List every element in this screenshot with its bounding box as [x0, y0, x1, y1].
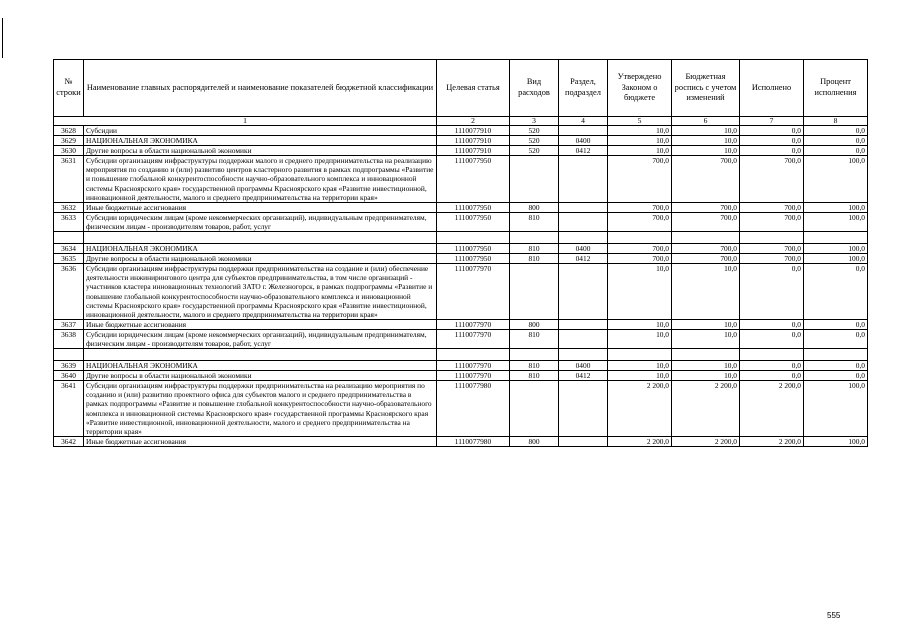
row-target-article: 1110077910	[437, 146, 510, 156]
row-number: 3631	[54, 156, 84, 202]
row-percent: 0,0	[804, 136, 868, 146]
row-expense-type: 810	[510, 254, 559, 264]
column-number: 8	[804, 117, 868, 126]
table-row	[54, 436, 868, 446]
row-section	[559, 319, 608, 329]
row-target-article: 1110077950	[437, 254, 510, 264]
row-expense-type: 800	[510, 319, 559, 329]
row-name: Иные бюджетные ассигнования	[84, 202, 437, 212]
row-name: Субсидии организациям инфраструктуры поддержки предпринимательства на создание и (или) обеспечение деятельности инжинирингового центра для субъектов предпринимательства, в том числе организаций - участников кластера инновационных технологий ЗАТО г. Железногорск, в рамках подпрограммы «Развитие и повышение глобальной конкурентоспособности научно-образовательного комплекса и инновационной системы Красноярского края» государственной программы Красноярского края «Развитие инвестиционной, инновационной деятельности, малого и среднего предпринимательства на территории края»	[84, 264, 437, 320]
row-number: 3629	[54, 136, 84, 146]
row-target-article: 1110077910	[437, 136, 510, 146]
row-executed: 0,0	[740, 126, 804, 136]
row-approved: 10,0	[608, 264, 672, 320]
row-section: 0400	[559, 136, 608, 146]
column-number: 7	[740, 117, 804, 126]
column-header-approved: Утверждено Законом о бюджете	[608, 60, 672, 117]
row-name: Иные бюджетные ассигнования	[84, 319, 437, 329]
row-expense-type	[510, 381, 559, 437]
table-row	[54, 202, 868, 212]
column-header-row-number: № строки	[54, 60, 84, 117]
row-percent: 100,0	[804, 436, 868, 446]
row-budget-list: 10,0	[672, 136, 740, 146]
page-number: 555	[827, 611, 841, 620]
row-section	[559, 381, 608, 437]
row-budget-list: 700,0	[672, 212, 740, 231]
row-budget-list: 10,0	[672, 319, 740, 329]
row-percent: 100,0	[804, 212, 868, 231]
row-section	[559, 264, 608, 320]
row-target-article: 1110077910	[437, 126, 510, 136]
row-budget-list: 10,0	[672, 264, 740, 320]
row-budget-list: 700,0	[672, 244, 740, 254]
row-number: 3636	[54, 264, 84, 320]
row-percent: 0,0	[804, 361, 868, 371]
row-expense-type: 810	[510, 361, 559, 371]
row-expense-type: 800	[510, 436, 559, 446]
row-number: 3642	[54, 436, 84, 446]
row-name: Субсидии юридическим лицам (кроме некоммерческих организаций), индивидуальным предпринимателям, физическим лицам - производителям товаров, работ, услуг	[84, 212, 437, 231]
row-approved: 700,0	[608, 156, 672, 202]
row-executed: 2 200,0	[740, 436, 804, 446]
column-header-percent: Процент исполнения	[804, 60, 868, 117]
row-budget-list: 2 200,0	[672, 436, 740, 446]
row-section: 0412	[559, 254, 608, 264]
row-approved: 10,0	[608, 136, 672, 146]
row-percent: 0,0	[804, 371, 868, 381]
row-number: 3632	[54, 202, 84, 212]
row-number: 3634	[54, 244, 84, 254]
scan-margin-line	[2, 18, 3, 58]
row-name: Субсидии организациям инфраструктуры поддержки малого и среднего предпринимательства на реализацию мероприятия по созданию и (или) развитию центров кластерного развития в рамках подпрограммы «Развитие и повышение глобальной конкурентоспособности научно-образовательного комплекса и инновационной системы Красноярского края» государственной программы Красноярского края «Развитие инвестиционной, инновационной деятельности, малого и среднего предпринимательства на территории края»	[84, 156, 437, 202]
column-header-section: Раздел, подраздел	[559, 60, 608, 117]
row-number: 3628	[54, 126, 84, 136]
row-target-article: 1110077970	[437, 264, 510, 320]
row-target-article: 1110077950	[437, 202, 510, 212]
table-row	[54, 254, 868, 264]
row-name: Другие вопросы в области национальной экономики	[84, 254, 437, 264]
column-number-row	[54, 117, 868, 126]
row-executed: 0,0	[740, 136, 804, 146]
row-target-article: 1110077970	[437, 371, 510, 381]
row-expense-type: 810	[510, 212, 559, 231]
row-executed: 700,0	[740, 156, 804, 202]
row-name: Субсидии организациям инфраструктуры поддержки предпринимательства на реализацию мероприятия по созданию и (или) развитию проектного офиса для субъектов малого и среднего предпринимательства в рамках подпрограммы «Развитие и повышение глобальной конкурентоспособности научно-образовательного комплекса и инновационной системы Красноярского края» государственной программы Красноярского края «Развитие инвестиционной, инновационной деятельности, малого и среднего предпринимательства на территории края»	[84, 381, 437, 437]
row-percent: 100,0	[804, 156, 868, 202]
table-row	[54, 381, 868, 437]
budget-execution-table	[53, 59, 868, 447]
row-expense-type: 810	[510, 371, 559, 381]
row-percent: 100,0	[804, 244, 868, 254]
row-section: 0400	[559, 361, 608, 371]
row-expense-type: 810	[510, 244, 559, 254]
row-name: НАЦИОНАЛЬНАЯ ЭКОНОМИКА	[84, 136, 437, 146]
row-percent: 100,0	[804, 254, 868, 264]
row-number: 3635	[54, 254, 84, 264]
table-row	[54, 136, 868, 146]
row-section	[559, 202, 608, 212]
row-approved: 10,0	[608, 319, 672, 329]
row-number: 3630	[54, 146, 84, 156]
row-budget-list: 700,0	[672, 202, 740, 212]
row-executed: 0,0	[740, 361, 804, 371]
row-target-article: 1110077980	[437, 381, 510, 437]
row-name: НАЦИОНАЛЬНАЯ ЭКОНОМИКА	[84, 244, 437, 254]
row-target-article: 1110077970	[437, 319, 510, 329]
row-section: 0412	[559, 371, 608, 381]
header-row	[54, 60, 868, 117]
row-executed: 700,0	[740, 244, 804, 254]
row-percent: 0,0	[804, 329, 868, 348]
row-target-article: 1110077970	[437, 329, 510, 348]
row-approved: 10,0	[608, 146, 672, 156]
row-expense-type	[510, 264, 559, 320]
table-row	[54, 126, 868, 136]
table-row	[54, 361, 868, 371]
row-number: 3633	[54, 212, 84, 231]
row-percent: 0,0	[804, 319, 868, 329]
row-section: 0412	[559, 146, 608, 156]
row-percent: 0,0	[804, 146, 868, 156]
column-number: 6	[672, 117, 740, 126]
row-approved: 10,0	[608, 126, 672, 136]
row-section: 0400	[559, 244, 608, 254]
row-executed: 0,0	[740, 264, 804, 320]
column-number: 1	[54, 117, 437, 126]
row-percent: 100,0	[804, 202, 868, 212]
column-number: 2	[437, 117, 510, 126]
row-percent: 0,0	[804, 264, 868, 320]
row-approved: 10,0	[608, 361, 672, 371]
row-target-article: 1110077980	[437, 436, 510, 446]
row-percent: 0,0	[804, 126, 868, 136]
row-section	[559, 156, 608, 202]
row-executed: 700,0	[740, 202, 804, 212]
row-name: Субсидии	[84, 126, 437, 136]
column-number: 3	[510, 117, 559, 126]
table-row	[54, 244, 868, 254]
spacer-row	[54, 349, 868, 361]
column-number: 4	[559, 117, 608, 126]
column-number: 5	[608, 117, 672, 126]
row-approved: 700,0	[608, 212, 672, 231]
row-name: НАЦИОНАЛЬНАЯ ЭКОНОМИКА	[84, 361, 437, 371]
table-row	[54, 212, 868, 231]
row-approved: 2 200,0	[608, 436, 672, 446]
row-number: 3641	[54, 381, 84, 437]
row-executed: 2 200,0	[740, 381, 804, 437]
row-budget-list: 10,0	[672, 146, 740, 156]
row-expense-type	[510, 156, 559, 202]
row-budget-list: 10,0	[672, 371, 740, 381]
row-expense-type: 520	[510, 126, 559, 136]
row-expense-type: 520	[510, 136, 559, 146]
row-budget-list: 10,0	[672, 329, 740, 348]
row-budget-list: 700,0	[672, 254, 740, 264]
row-number: 3640	[54, 371, 84, 381]
row-budget-list: 10,0	[672, 361, 740, 371]
table-row	[54, 146, 868, 156]
row-expense-type: 800	[510, 202, 559, 212]
column-header-name: Наименование главных распорядителей и наименование показателей бюджетной классификации	[84, 60, 437, 117]
column-header-expense-type: Вид расходов	[510, 60, 559, 117]
row-executed: 700,0	[740, 254, 804, 264]
row-percent: 100,0	[804, 381, 868, 437]
row-budget-list: 700,0	[672, 156, 740, 202]
row-name: Другие вопросы в области национальной экономики	[84, 146, 437, 156]
column-header-executed: Исполнено	[740, 60, 804, 117]
column-header-budget-list: Бюджетная роспись с учетом изменений	[672, 60, 740, 117]
row-approved: 700,0	[608, 254, 672, 264]
row-section	[559, 436, 608, 446]
table-row	[54, 371, 868, 381]
row-approved: 700,0	[608, 244, 672, 254]
row-name: Другие вопросы в области национальной экономики	[84, 371, 437, 381]
row-name: Субсидии юридическим лицам (кроме некоммерческих организаций), индивидуальным предпринимателям, физическим лицам - производителям товаров, работ, услуг	[84, 329, 437, 348]
column-header-target-article: Целевая статья	[437, 60, 510, 117]
table-row	[54, 329, 868, 348]
row-number: 3639	[54, 361, 84, 371]
row-approved: 10,0	[608, 329, 672, 348]
row-executed: 0,0	[740, 319, 804, 329]
row-target-article: 1110077970	[437, 361, 510, 371]
row-section	[559, 329, 608, 348]
row-target-article: 1110077950	[437, 212, 510, 231]
row-number: 3638	[54, 329, 84, 348]
row-approved: 2 200,0	[608, 381, 672, 437]
row-budget-list: 10,0	[672, 126, 740, 136]
table-row	[54, 319, 868, 329]
row-section	[559, 126, 608, 136]
row-section	[559, 212, 608, 231]
row-executed: 0,0	[740, 371, 804, 381]
row-expense-type: 810	[510, 329, 559, 348]
row-budget-list: 2 200,0	[672, 381, 740, 437]
row-approved: 700,0	[608, 202, 672, 212]
row-target-article: 1110077950	[437, 156, 510, 202]
table-row	[54, 264, 868, 320]
table-row	[54, 156, 868, 202]
row-executed: 0,0	[740, 146, 804, 156]
row-target-article: 1110077950	[437, 244, 510, 254]
row-executed: 0,0	[740, 329, 804, 348]
row-expense-type: 520	[510, 146, 559, 156]
row-name: Иные бюджетные ассигнования	[84, 436, 437, 446]
row-approved: 10,0	[608, 371, 672, 381]
spacer-row	[54, 232, 868, 244]
row-executed: 700,0	[740, 212, 804, 231]
row-number: 3637	[54, 319, 84, 329]
